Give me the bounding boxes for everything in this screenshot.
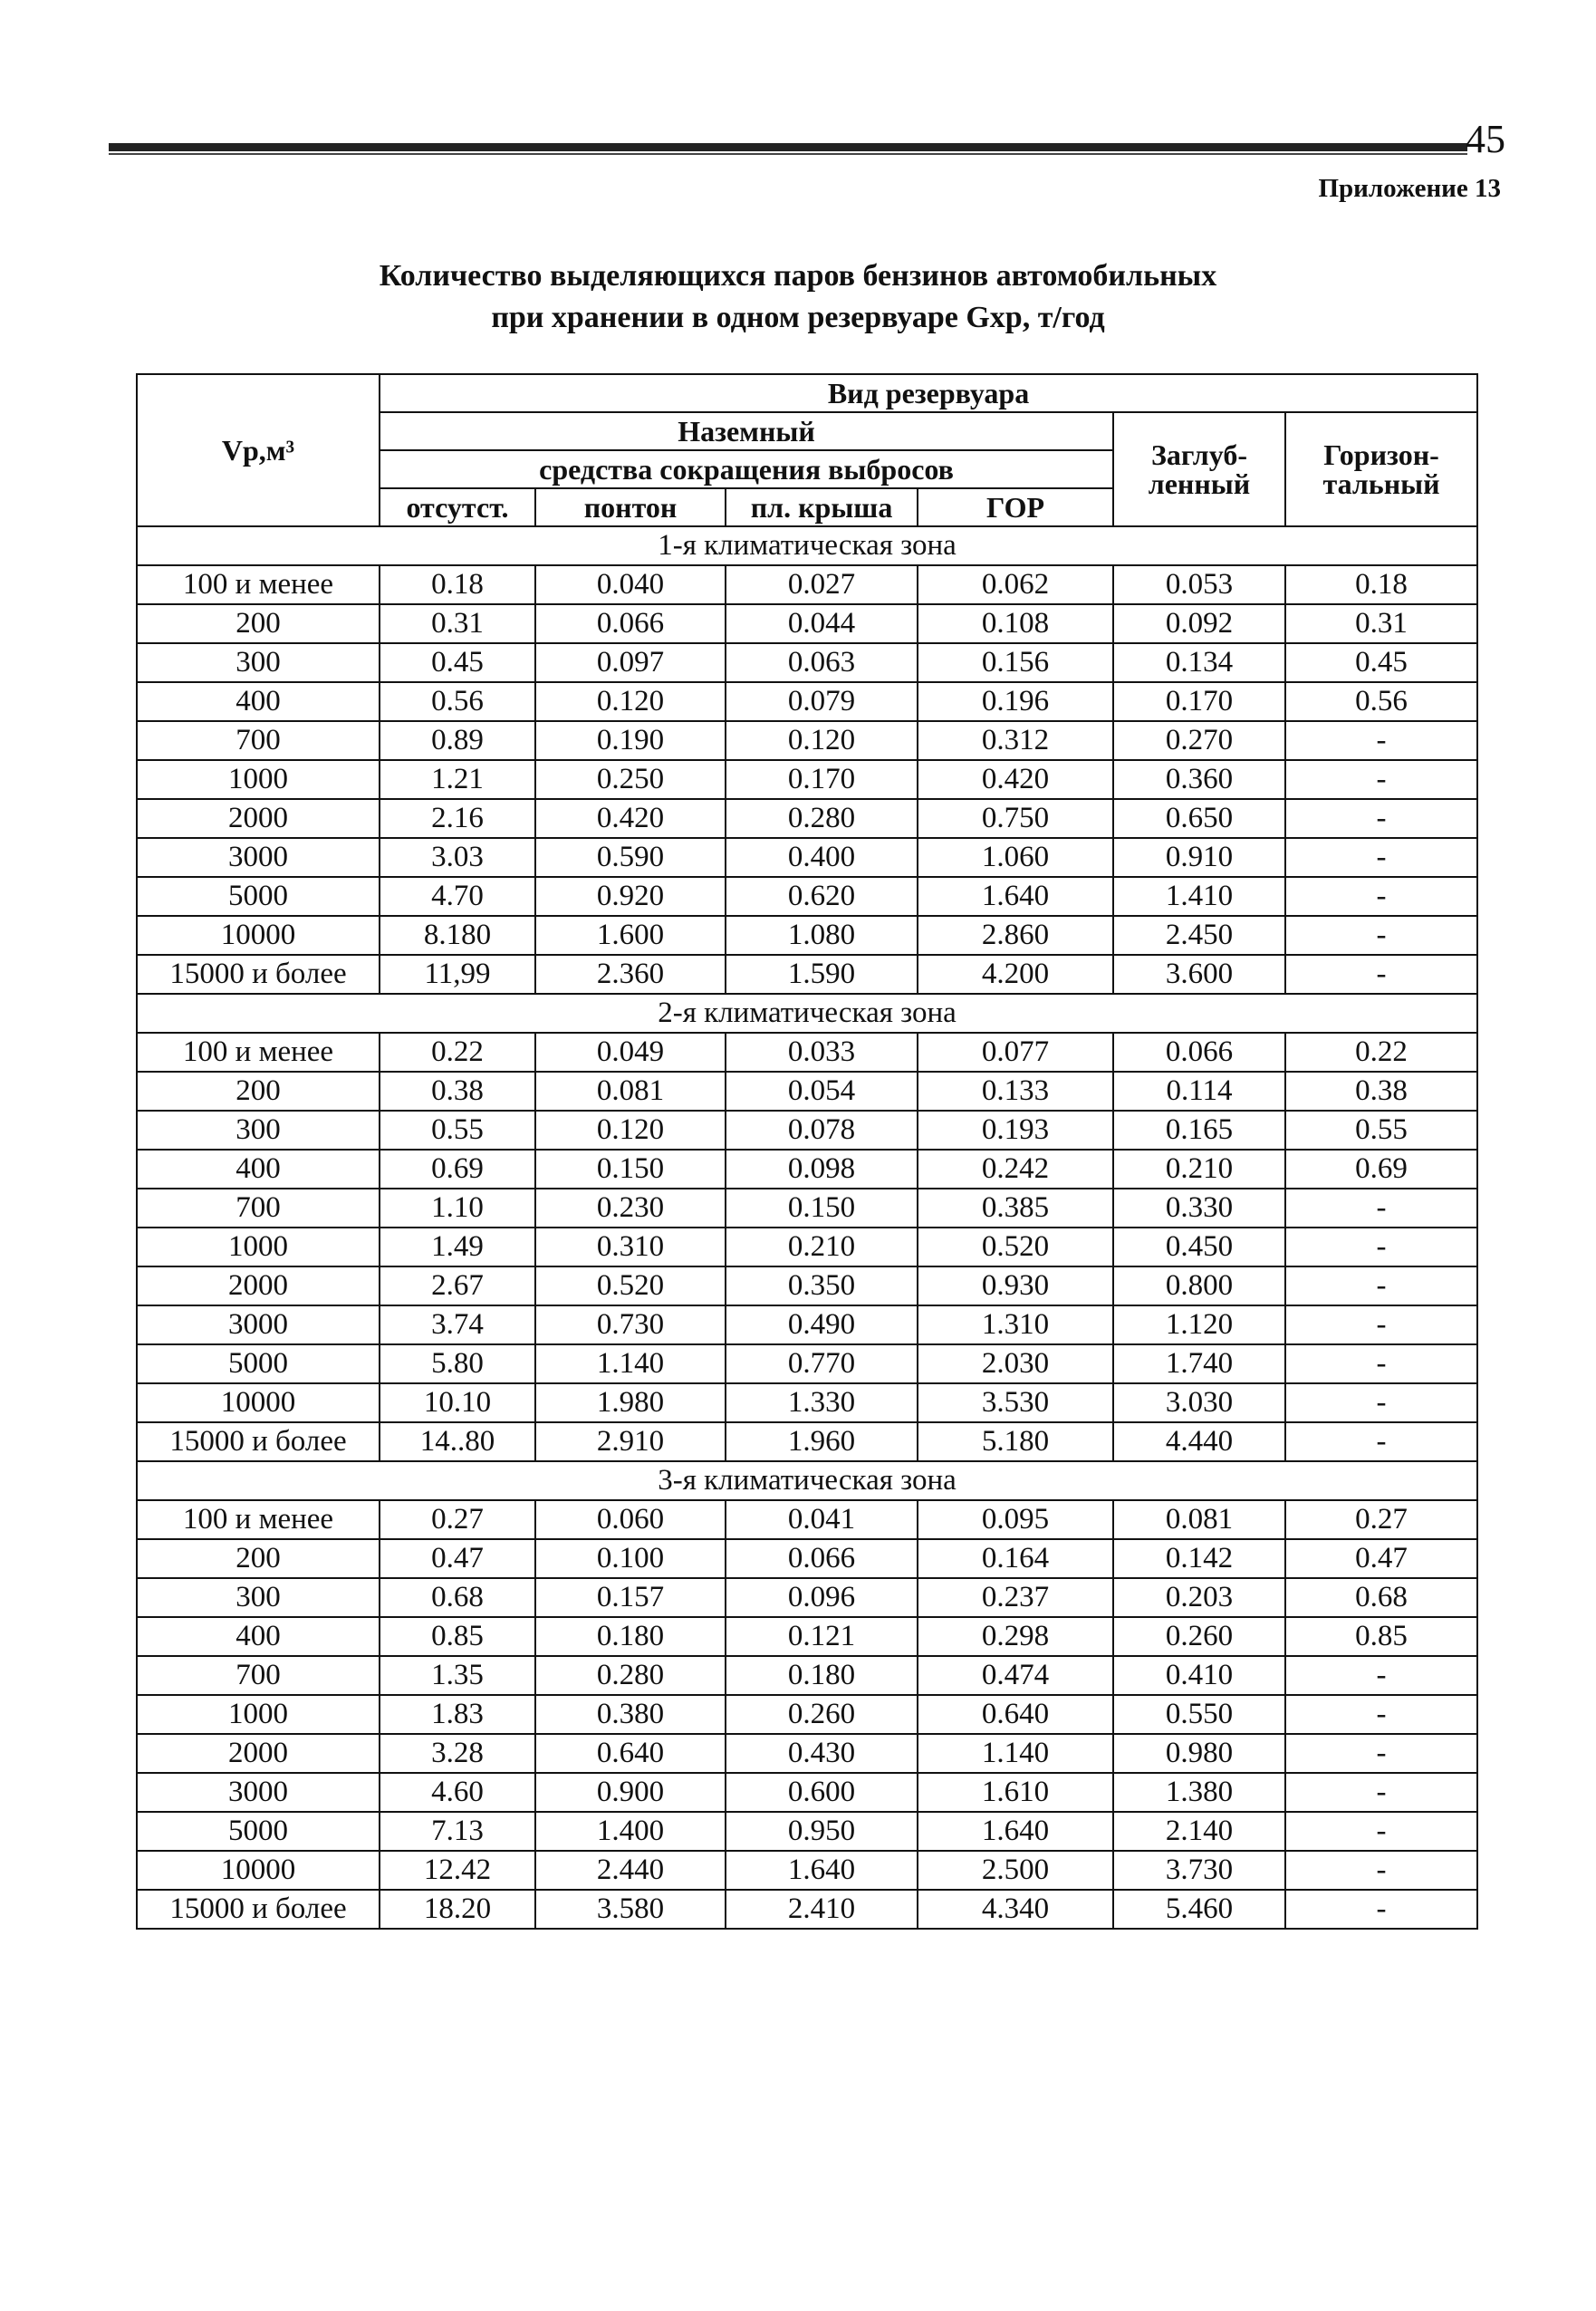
table-row (137, 1617, 1477, 1656)
value-cell: 0.600 (726, 1773, 918, 1812)
table-row (137, 1305, 1477, 1344)
value-cell: 0.620 (726, 877, 918, 916)
value-cell: 0.250 (535, 760, 726, 799)
value-cell: 0.196 (918, 682, 1113, 721)
value-cell: 2.450 (1113, 916, 1285, 955)
value-cell: 0.730 (535, 1305, 726, 1344)
value-cell: 2.910 (535, 1422, 726, 1461)
value-cell: 0.430 (726, 1734, 918, 1773)
value-cell: 4.440 (1113, 1422, 1285, 1461)
value-cell: 0.180 (535, 1617, 726, 1656)
title-line-2: при хранении в одном резервуаре Gхр, т/год (491, 301, 1105, 334)
value-cell: 0.38 (380, 1072, 535, 1111)
value-cell: - (1285, 877, 1477, 916)
volume-cell: 400 (137, 682, 380, 721)
volume-cell: 100 и менее (137, 1500, 380, 1539)
value-cell: 0.27 (380, 1500, 535, 1539)
value-cell: 0.420 (918, 760, 1113, 799)
table-row (137, 1656, 1477, 1695)
volume-cell: 300 (137, 1111, 380, 1150)
zone-label: 3-я климатическая зона (137, 1461, 1477, 1500)
value-cell: 1.140 (535, 1344, 726, 1383)
value-cell: 4.60 (380, 1773, 535, 1812)
zone-row (137, 526, 1477, 565)
value-cell: 1.640 (918, 877, 1113, 916)
volume-cell: 400 (137, 1150, 380, 1189)
value-cell: 0.22 (380, 1033, 535, 1072)
value-cell: 3.74 (380, 1305, 535, 1344)
value-cell: - (1285, 955, 1477, 994)
table-row (137, 1150, 1477, 1189)
value-cell: 3.530 (918, 1383, 1113, 1422)
value-cell: 0.242 (918, 1150, 1113, 1189)
zone-row (137, 1461, 1477, 1500)
header-reduction-means: средства сокращения выбросов (380, 450, 1113, 488)
table-row (137, 1033, 1477, 1072)
value-cell: - (1285, 1228, 1477, 1266)
volume-cell: 2000 (137, 1734, 380, 1773)
value-cell: 0.85 (380, 1617, 535, 1656)
value-cell: 1.080 (726, 916, 918, 955)
header-sub-floating-roof: пл. крыша (726, 488, 918, 526)
value-cell: 0.134 (1113, 643, 1285, 682)
value-cell: 0.044 (726, 604, 918, 643)
table-row (137, 643, 1477, 682)
value-cell: 0.360 (1113, 760, 1285, 799)
table-row (137, 1734, 1477, 1773)
value-cell: 1.120 (1113, 1305, 1285, 1344)
value-cell: 0.69 (380, 1150, 535, 1189)
volume-cell: 100 и менее (137, 565, 380, 604)
value-cell: 0.079 (726, 682, 918, 721)
value-cell: 0.312 (918, 721, 1113, 760)
value-cell: - (1285, 1422, 1477, 1461)
value-cell: 0.85 (1285, 1617, 1477, 1656)
value-cell: 0.260 (1113, 1617, 1285, 1656)
value-cell: 0.210 (726, 1228, 918, 1266)
value-cell: 0.900 (535, 1773, 726, 1812)
value-cell: 0.68 (380, 1578, 535, 1617)
value-cell: 0.280 (726, 799, 918, 838)
value-cell: 1.610 (918, 1773, 1113, 1812)
volume-cell: 1000 (137, 1695, 380, 1734)
header-tank-type: Вид резервуара (380, 374, 1477, 412)
table-row (137, 1890, 1477, 1929)
value-cell: - (1285, 1656, 1477, 1695)
value-cell: 0.170 (1113, 682, 1285, 721)
value-cell: 0.520 (918, 1228, 1113, 1266)
value-cell: 0.120 (726, 721, 918, 760)
value-cell: 0.156 (918, 643, 1113, 682)
table-row (137, 799, 1477, 838)
volume-cell: 10000 (137, 1851, 380, 1890)
value-cell: 0.640 (918, 1695, 1113, 1734)
value-cell: 0.049 (535, 1033, 726, 1072)
value-cell: 1.21 (380, 760, 535, 799)
header-sub-absent: отсутст. (380, 488, 535, 526)
value-cell: - (1285, 1189, 1477, 1228)
table-row (137, 1383, 1477, 1422)
table-row (137, 565, 1477, 604)
volume-cell: 200 (137, 1072, 380, 1111)
zone-label: 2-я климатическая зона (137, 994, 1477, 1033)
value-cell: 0.980 (1113, 1734, 1285, 1773)
value-cell: 0.170 (726, 760, 918, 799)
table-row (137, 1344, 1477, 1383)
value-cell: 0.230 (535, 1189, 726, 1228)
value-cell: 1.10 (380, 1189, 535, 1228)
value-cell: 0.066 (1113, 1033, 1285, 1072)
table-row (137, 682, 1477, 721)
value-cell: - (1285, 1344, 1477, 1383)
value-cell: 10.10 (380, 1383, 535, 1422)
value-cell: - (1285, 1851, 1477, 1890)
value-cell: 0.098 (726, 1150, 918, 1189)
value-cell: 2.030 (918, 1344, 1113, 1383)
value-cell: 0.385 (918, 1189, 1113, 1228)
value-cell: 0.097 (535, 643, 726, 682)
value-cell: 4.340 (918, 1890, 1113, 1929)
value-cell: 0.077 (918, 1033, 1113, 1072)
volume-cell: 300 (137, 643, 380, 682)
table-row (137, 1773, 1477, 1812)
value-cell: 0.203 (1113, 1578, 1285, 1617)
volume-cell: 15000 и более (137, 955, 380, 994)
header-surface: Наземный (380, 412, 1113, 450)
table-row (137, 877, 1477, 916)
value-cell: 0.18 (380, 565, 535, 604)
header-horizontal: Горизон- тальный (1285, 412, 1477, 526)
value-cell: 0.910 (1113, 838, 1285, 877)
volume-cell: 2000 (137, 1266, 380, 1305)
value-cell: 0.950 (726, 1812, 918, 1851)
value-cell: 0.063 (726, 643, 918, 682)
zone-row (137, 994, 1477, 1033)
value-cell: 1.410 (1113, 877, 1285, 916)
table-row (137, 1578, 1477, 1617)
value-cell: 1.140 (918, 1734, 1113, 1773)
value-cell: 0.150 (726, 1189, 918, 1228)
value-cell: 0.350 (726, 1266, 918, 1305)
table-row (137, 1500, 1477, 1539)
value-cell: 0.114 (1113, 1072, 1285, 1111)
value-cell: 0.193 (918, 1111, 1113, 1150)
value-cell: - (1285, 916, 1477, 955)
value-cell: 0.164 (918, 1539, 1113, 1578)
value-cell: 0.270 (1113, 721, 1285, 760)
table-row (137, 1695, 1477, 1734)
value-cell: 0.180 (726, 1656, 918, 1695)
appendix-label: Приложение 13 (1318, 174, 1501, 203)
volume-cell: 5000 (137, 1812, 380, 1851)
value-cell: 0.190 (535, 721, 726, 760)
value-cell: 0.096 (726, 1578, 918, 1617)
value-cell: 0.040 (535, 565, 726, 604)
value-cell: 5.460 (1113, 1890, 1285, 1929)
emissions-table (136, 373, 1478, 1930)
value-cell: 0.640 (535, 1734, 726, 1773)
value-cell: 0.47 (380, 1539, 535, 1578)
value-cell: 0.027 (726, 565, 918, 604)
value-cell: - (1285, 1812, 1477, 1851)
volume-cell: 700 (137, 1189, 380, 1228)
header-sub-gor: ГОР (918, 488, 1113, 526)
value-cell: 0.108 (918, 604, 1113, 643)
zone-label: 1-я климатическая зона (137, 526, 1477, 565)
volume-cell: 2000 (137, 799, 380, 838)
value-cell: 3.03 (380, 838, 535, 877)
value-cell: 0.054 (726, 1072, 918, 1111)
table-row (137, 1851, 1477, 1890)
table-body (137, 526, 1477, 1929)
value-cell: 0.120 (535, 682, 726, 721)
value-cell: 0.142 (1113, 1539, 1285, 1578)
volume-cell: 5000 (137, 1344, 380, 1383)
value-cell: 0.31 (380, 604, 535, 643)
value-cell: 1.640 (918, 1812, 1113, 1851)
title-line-1: Количество выделяющихся паров бензинов автомобильных (379, 259, 1217, 293)
value-cell: - (1285, 1383, 1477, 1422)
value-cell: 3.600 (1113, 955, 1285, 994)
value-cell: 0.157 (535, 1578, 726, 1617)
volume-cell: 200 (137, 1539, 380, 1578)
value-cell: 0.38 (1285, 1072, 1477, 1111)
volume-cell: 700 (137, 1656, 380, 1695)
value-cell: 0.060 (535, 1500, 726, 1539)
table-row (137, 1111, 1477, 1150)
value-cell: 2.16 (380, 799, 535, 838)
volume-cell: 400 (137, 1617, 380, 1656)
page-number: 45 (1466, 117, 1505, 161)
value-cell: 0.55 (1285, 1111, 1477, 1150)
value-cell: 0.520 (535, 1266, 726, 1305)
value-cell: 4.200 (918, 955, 1113, 994)
value-cell: - (1285, 1890, 1477, 1929)
value-cell: 0.095 (918, 1500, 1113, 1539)
value-cell: 0.237 (918, 1578, 1113, 1617)
value-cell: - (1285, 1773, 1477, 1812)
value-cell: 1.740 (1113, 1344, 1285, 1383)
value-cell: 7.13 (380, 1812, 535, 1851)
volume-cell: 10000 (137, 916, 380, 955)
table-row (137, 1539, 1477, 1578)
value-cell: 0.22 (1285, 1033, 1477, 1072)
value-cell: - (1285, 1305, 1477, 1344)
value-cell: 0.078 (726, 1111, 918, 1150)
value-cell: - (1285, 760, 1477, 799)
value-cell: 1.960 (726, 1422, 918, 1461)
value-cell: 0.27 (1285, 1500, 1477, 1539)
value-cell: 0.68 (1285, 1578, 1477, 1617)
value-cell: 1.590 (726, 955, 918, 994)
value-cell: 2.67 (380, 1266, 535, 1305)
value-cell: 1.83 (380, 1695, 535, 1734)
value-cell: 0.092 (1113, 604, 1285, 643)
value-cell: 3.730 (1113, 1851, 1285, 1890)
value-cell: 0.410 (1113, 1656, 1285, 1695)
value-cell: 0.150 (535, 1150, 726, 1189)
value-cell: 0.69 (1285, 1150, 1477, 1189)
value-cell: 0.89 (380, 721, 535, 760)
header-volume: Vр,м³ (137, 374, 380, 526)
document-title (0, 255, 1596, 339)
table-row (137, 955, 1477, 994)
value-cell: 0.490 (726, 1305, 918, 1344)
value-cell: 1.35 (380, 1656, 535, 1695)
value-cell: 2.140 (1113, 1812, 1285, 1851)
volume-cell: 300 (137, 1578, 380, 1617)
value-cell: 1.600 (535, 916, 726, 955)
value-cell: 3.580 (535, 1890, 726, 1929)
value-cell: - (1285, 1266, 1477, 1305)
value-cell: 0.298 (918, 1617, 1113, 1656)
value-cell: 0.18 (1285, 565, 1477, 604)
volume-cell: 3000 (137, 838, 380, 877)
value-cell: 0.100 (535, 1539, 726, 1578)
value-cell: 0.420 (535, 799, 726, 838)
value-cell: 0.400 (726, 838, 918, 877)
value-cell: 2.440 (535, 1851, 726, 1890)
value-cell: 0.56 (380, 682, 535, 721)
value-cell: 0.750 (918, 799, 1113, 838)
value-cell: 0.550 (1113, 1695, 1285, 1734)
value-cell: 0.45 (380, 643, 535, 682)
value-cell: 0.062 (918, 565, 1113, 604)
value-cell: 5.80 (380, 1344, 535, 1383)
table-row (137, 721, 1477, 760)
volume-cell: 1000 (137, 1228, 380, 1266)
value-cell: 0.053 (1113, 565, 1285, 604)
value-cell: 3.030 (1113, 1383, 1285, 1422)
table-row (137, 1266, 1477, 1305)
value-cell: 0.920 (535, 877, 726, 916)
value-cell: 0.033 (726, 1033, 918, 1072)
table-row (137, 1422, 1477, 1461)
value-cell: 12.42 (380, 1851, 535, 1890)
value-cell: 0.260 (726, 1695, 918, 1734)
value-cell: 1.380 (1113, 1773, 1285, 1812)
value-cell: 0.210 (1113, 1150, 1285, 1189)
value-cell: 1.640 (726, 1851, 918, 1890)
volume-cell: 100 и менее (137, 1033, 380, 1072)
value-cell: 0.165 (1113, 1111, 1285, 1150)
volume-cell: 3000 (137, 1773, 380, 1812)
table-row (137, 838, 1477, 877)
value-cell: 0.45 (1285, 643, 1477, 682)
table-row (137, 916, 1477, 955)
value-cell: 0.590 (535, 838, 726, 877)
value-cell: 0.121 (726, 1617, 918, 1656)
value-cell: 0.474 (918, 1656, 1113, 1695)
table-row (137, 1189, 1477, 1228)
value-cell: 0.56 (1285, 682, 1477, 721)
value-cell: - (1285, 1734, 1477, 1773)
value-cell: 14..80 (380, 1422, 535, 1461)
value-cell: 0.930 (918, 1266, 1113, 1305)
value-cell: 2.860 (918, 916, 1113, 955)
volume-cell: 200 (137, 604, 380, 643)
value-cell: - (1285, 721, 1477, 760)
value-cell: 0.041 (726, 1500, 918, 1539)
value-cell: 0.133 (918, 1072, 1113, 1111)
value-cell: - (1285, 838, 1477, 877)
value-cell: 0.800 (1113, 1266, 1285, 1305)
value-cell: 0.330 (1113, 1189, 1285, 1228)
value-cell: 2.360 (535, 955, 726, 994)
value-cell: 8.180 (380, 916, 535, 955)
value-cell: 0.081 (535, 1072, 726, 1111)
value-cell: 0.55 (380, 1111, 535, 1150)
volume-cell: 3000 (137, 1305, 380, 1344)
value-cell: 1.400 (535, 1812, 726, 1851)
value-cell: 0.380 (535, 1695, 726, 1734)
volume-cell: 5000 (137, 877, 380, 916)
value-cell: 0.081 (1113, 1500, 1285, 1539)
value-cell: 0.280 (535, 1656, 726, 1695)
value-cell: 0.120 (535, 1111, 726, 1150)
volume-cell: 700 (137, 721, 380, 760)
volume-cell: 15000 и более (137, 1422, 380, 1461)
value-cell: 4.70 (380, 877, 535, 916)
table-row (137, 1228, 1477, 1266)
value-cell: 5.180 (918, 1422, 1113, 1461)
value-cell: 0.47 (1285, 1539, 1477, 1578)
table-row (137, 1812, 1477, 1851)
value-cell: 0.066 (535, 604, 726, 643)
value-cell: 0.650 (1113, 799, 1285, 838)
value-cell: 0.31 (1285, 604, 1477, 643)
value-cell: 11,99 (380, 955, 535, 994)
table-row (137, 760, 1477, 799)
volume-cell: 15000 и более (137, 1890, 380, 1929)
volume-cell: 1000 (137, 760, 380, 799)
value-cell: - (1285, 799, 1477, 838)
value-cell: 1.330 (726, 1383, 918, 1422)
value-cell: 3.28 (380, 1734, 535, 1773)
value-cell: 1.49 (380, 1228, 535, 1266)
header-rule (109, 143, 1467, 156)
header-underground: Заглуб- ленный (1113, 412, 1285, 526)
value-cell: 2.500 (918, 1851, 1113, 1890)
value-cell: 0.066 (726, 1539, 918, 1578)
value-cell: 18.20 (380, 1890, 535, 1929)
value-cell: 1.980 (535, 1383, 726, 1422)
value-cell: 0.770 (726, 1344, 918, 1383)
value-cell: - (1285, 1695, 1477, 1734)
value-cell: 2.410 (726, 1890, 918, 1929)
volume-cell: 10000 (137, 1383, 380, 1422)
header-sub-pontoon: понтон (535, 488, 726, 526)
value-cell: 1.310 (918, 1305, 1113, 1344)
table-row (137, 1072, 1477, 1111)
table-row (137, 604, 1477, 643)
value-cell: 0.310 (535, 1228, 726, 1266)
value-cell: 0.450 (1113, 1228, 1285, 1266)
value-cell: 1.060 (918, 838, 1113, 877)
